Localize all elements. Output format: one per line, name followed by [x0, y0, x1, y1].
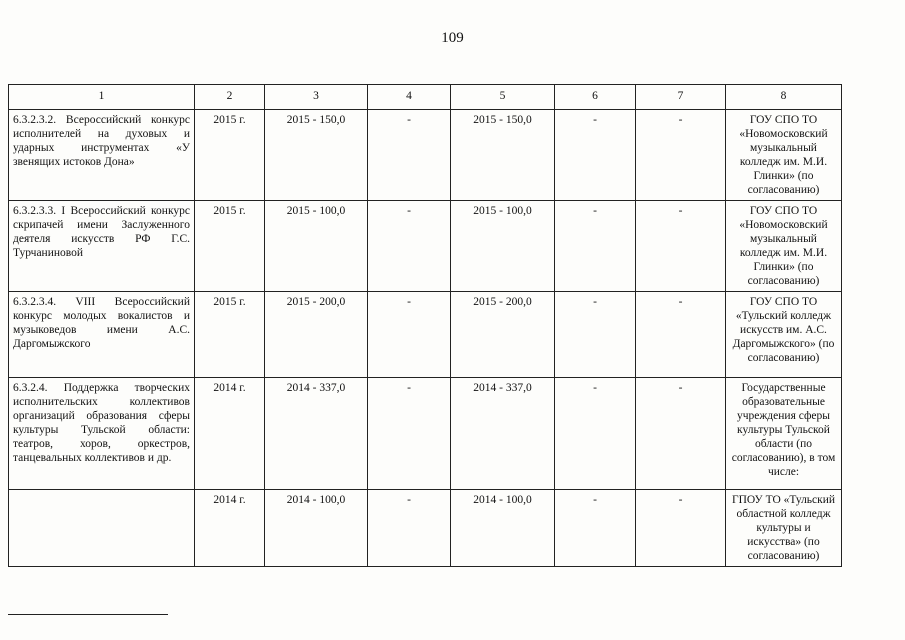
row-col-4: - [368, 490, 451, 567]
row-col-7: - [636, 378, 726, 490]
row-col-5: 2015 - 150,0 [451, 110, 555, 201]
row-col-4: - [368, 292, 451, 378]
row-description [9, 490, 195, 567]
table-row [9, 110, 842, 201]
program-table [8, 84, 842, 567]
row-col-7: - [636, 110, 726, 201]
row-period: 2015 г. [195, 201, 265, 292]
row-executor: ГОУ СПО ТО «Новомосковский музыкальный колледж им. М.И. Глинки» (по согласованию) [726, 110, 842, 201]
table-row [9, 378, 842, 490]
row-total: 2014 - 100,0 [265, 490, 368, 567]
table-row [9, 490, 842, 567]
header-col-6: 6 [555, 85, 636, 110]
row-col-7: - [636, 292, 726, 378]
header-col-2: 2 [195, 85, 265, 110]
row-col-4: - [368, 378, 451, 490]
header-col-4: 4 [368, 85, 451, 110]
header-col-5: 5 [451, 85, 555, 110]
row-col-6: - [555, 110, 636, 201]
row-description: 6.3.2.4. Поддержка творческих исполнительских коллективов организаций образования сферы культуры Тульской области: театров, хоров, оркестров, танцевальных коллективов и др. [9, 378, 195, 490]
row-executor: Государственные образовательные учреждения сферы культуры Тульской области (по согласованию), в том числе: [726, 378, 842, 490]
row-col-6: - [555, 292, 636, 378]
row-period: 2014 г. [195, 490, 265, 567]
table-row [9, 201, 842, 292]
row-col-7: - [636, 490, 726, 567]
row-total: 2015 - 100,0 [265, 201, 368, 292]
row-col-5: 2015 - 200,0 [451, 292, 555, 378]
row-executor: ГПОУ ТО «Тульский областной колледж культуры и искусства» (по согласованию) [726, 490, 842, 567]
page-number: 109 [441, 30, 464, 46]
row-col-5: 2014 - 100,0 [451, 490, 555, 567]
row-col-7: - [636, 201, 726, 292]
footnote-divider [8, 614, 168, 615]
header-col-3: 3 [265, 85, 368, 110]
row-description: 6.3.2.3.2. Всероссийский конкурс исполнителей на духовых и ударных инструментах «У звенящих истоков Дона» [9, 110, 195, 201]
row-description: 6.3.2.3.3. I Всероссийский конкурс скрипачей имени Заслуженного деятеля искусств РФ Г.С. Турчаниновой [9, 201, 195, 292]
row-period: 2014 г. [195, 378, 265, 490]
table-header-row [9, 85, 842, 110]
row-total: 2014 - 337,0 [265, 378, 368, 490]
row-col-4: - [368, 110, 451, 201]
row-executor: ГОУ СПО ТО «Новомосковский музыкальный колледж им. М.И. Глинки» (по согласованию) [726, 201, 842, 292]
row-col-6: - [555, 201, 636, 292]
row-description: 6.3.2.3.4. VIII Всероссийский конкурс молодых вокалистов и музыковедов имени А.С. Даргомыжского [9, 292, 195, 378]
row-executor: ГОУ СПО ТО «Тульский колледж искусств им. А.С. Даргомыжского» (по согласованию) [726, 292, 842, 378]
row-col-5: 2014 - 337,0 [451, 378, 555, 490]
table-row [9, 292, 842, 378]
row-col-5: 2015 - 100,0 [451, 201, 555, 292]
header-col-7: 7 [636, 85, 726, 110]
row-total: 2015 - 200,0 [265, 292, 368, 378]
row-col-6: - [555, 490, 636, 567]
row-total: 2015 - 150,0 [265, 110, 368, 201]
row-col-4: - [368, 201, 451, 292]
header-col-1: 1 [9, 85, 195, 110]
header-col-8: 8 [726, 85, 842, 110]
row-col-6: - [555, 378, 636, 490]
row-period: 2015 г. [195, 292, 265, 378]
row-period: 2015 г. [195, 110, 265, 201]
